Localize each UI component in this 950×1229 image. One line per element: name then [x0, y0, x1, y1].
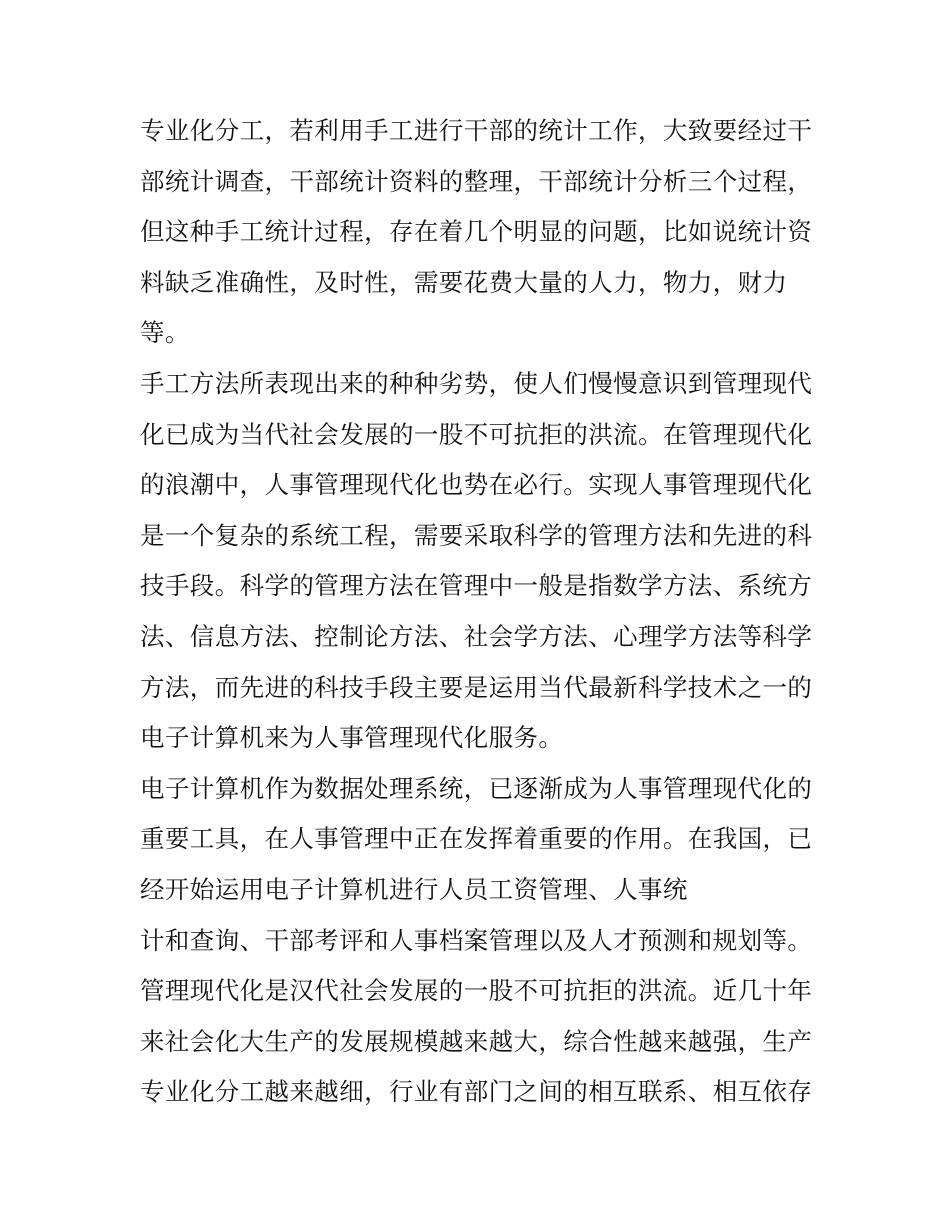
text-line: 手工方法所表现出来的种种劣势，使人们慢慢意识到管理现代	[140, 368, 813, 398]
text-line: 计和查询、干部考评和人事档案管理以及人才预测和规划等。	[140, 925, 813, 955]
text-line: 等。	[140, 318, 190, 348]
body-text	[140, 106, 820, 1118]
text-line: 专业化分工越来越细，行业有部门之间的相互联系、相互依存	[140, 1077, 813, 1107]
text-line: 法、信息方法、控制论方法、社会学方法、心理学方法等科学	[140, 621, 813, 651]
text-line: 但这种手工统计过程，存在着几个明显的问题，比如说统计资	[140, 217, 813, 247]
text-line: 电子计算机来为人事管理现代化服务。	[140, 723, 564, 753]
text-line: 技手段。科学的管理方法在管理中一般是指数学方法、系统方	[140, 571, 813, 601]
text-line: 部统计调查，干部统计资料的整理，干部统计分析三个过程，	[140, 166, 813, 196]
text-line: 管理现代化是汉代社会发展的一股不可抗拒的洪流。近几十年	[140, 976, 813, 1006]
text-line: 是一个复杂的系统工程，需要采取科学的管理方法和先进的科	[140, 520, 813, 550]
text-line: 化已成为当代社会发展的一股不可抗拒的洪流。在管理现代化	[140, 419, 813, 449]
text-line: 电子计算机作为数据处理系统，已逐渐成为人事管理现代化的	[140, 773, 813, 803]
text-line: 专业化分工，若利用手工进行干部的统计工作，大致要经过干	[140, 116, 813, 145]
text-line: 来社会化大生产的发展规模越来越大，综合性越来越强，生产	[140, 1026, 813, 1056]
text-line: 的浪潮中，人事管理现代化也势在必行。实现人事管理现代化	[140, 470, 813, 500]
text-line: 方法，而先进的科技手段主要是运用当代最新科学技术之一的	[140, 672, 813, 702]
text-line: 重要工具，在人事管理中正在发挥着重要的作用。在我国，已	[140, 824, 813, 854]
text-line: 料缺乏准确性，及时性，需要花费大量的人力，物力，财力	[140, 267, 788, 297]
text-line: 经开始运用电子计算机进行人员工资管理、人事统	[140, 874, 688, 904]
